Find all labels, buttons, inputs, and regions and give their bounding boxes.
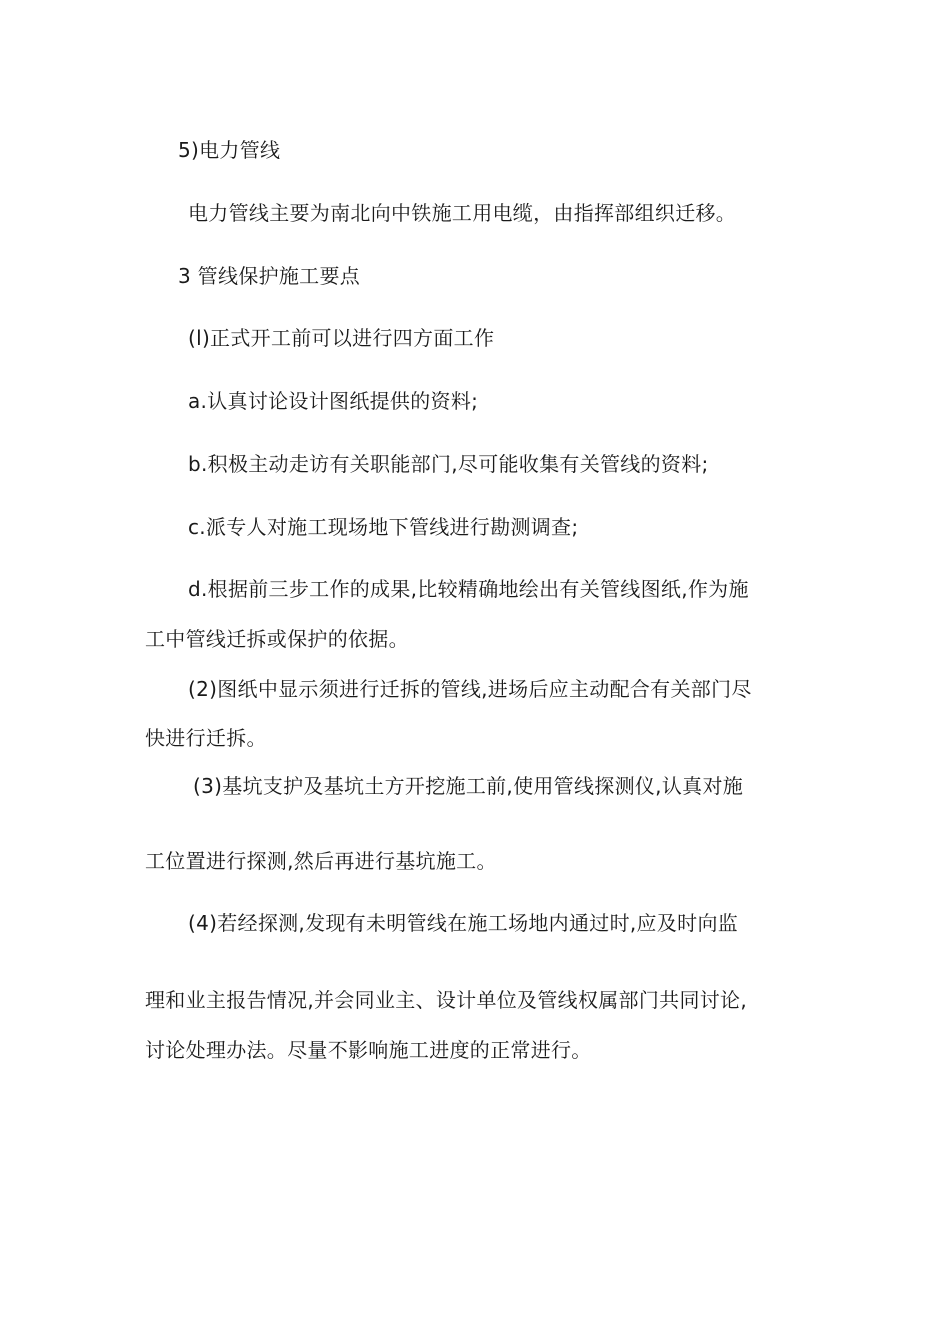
list-item: (2)图纸中显示须进行迁拆的管线,进场后应主动配合有关部门尽 xyxy=(188,677,752,701)
list-item: a.认真讨论设计图纸提供的资料; xyxy=(188,389,479,413)
list-item-continuation: 快进行迁拆。 xyxy=(145,726,267,750)
paragraph-line: 电力管线主要为南北向中铁施工用电缆，由指挥部组织迁移。 xyxy=(188,201,737,225)
list-item: d.根据前三步工作的成果,比较精确地绘出有关管线图纸,作为施 xyxy=(188,577,749,601)
list-item-continuation: 工中管线迁拆或保护的依据。 xyxy=(145,627,409,651)
section-heading-power-lines: 5)电力管线 xyxy=(178,138,281,162)
list-item: (4)若经探测,发现有未明管线在施工场地内通过时,应及时向监 xyxy=(188,911,739,935)
list-item-heading: (l)正式开工前可以进行四方面工作 xyxy=(188,326,495,350)
list-item-continuation: 理和业主报告情况,并会同业主、设计单位及管线权属部门共同讨论, xyxy=(145,988,748,1012)
list-item: c.派专人对施工现场地下管线进行勘测调查; xyxy=(188,515,579,539)
section-heading-protection: 3 管线保护施工要点 xyxy=(178,264,361,288)
list-item-continuation: 讨论处理办法。尽量不影响施工进度的正常进行。 xyxy=(145,1038,592,1062)
list-item: (3)基坑支护及基坑土方开挖施工前,使用管线探测仪,认真对施 xyxy=(193,774,744,798)
list-item: b.积极主动走访有关职能部门,尽可能收集有关管线的资料; xyxy=(188,452,709,476)
list-item-continuation: 工位置进行探测,然后再进行基坑施工。 xyxy=(145,849,497,873)
